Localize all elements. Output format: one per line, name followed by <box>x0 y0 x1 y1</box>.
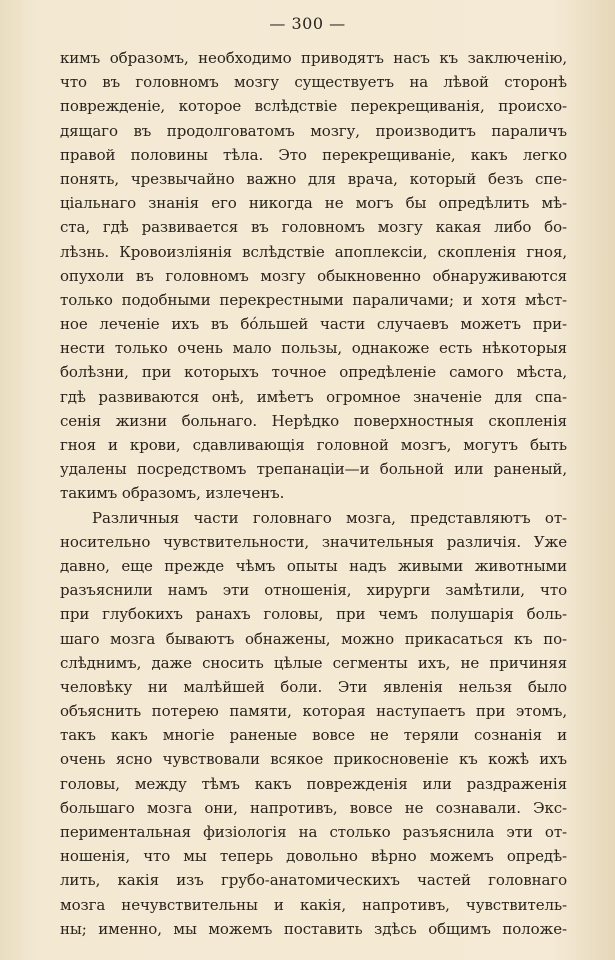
paragraph-end-line: такимъ образомъ, излеченъ. <box>60 484 285 503</box>
text-line: ны; именно, мы можемъ поставить здѣсь общимъ положе- <box>60 919 567 938</box>
text-line: давно, еще прежде чѣмъ опыты надъ живыми животными <box>60 556 567 575</box>
text-line: кимъ образомъ, необходимо приводятъ насъ къ заключенію, <box>60 49 567 67</box>
text-line: периментальная физіологія на столько разъяснила эти от- <box>60 823 567 841</box>
text-line: лить, какія изъ грубо-анатомическихъ частей головнаго <box>60 871 567 890</box>
body-text <box>60 46 567 941</box>
text-line: сенія жизни больнаго. Нерѣдко поверхностныя скопленія <box>60 411 567 430</box>
text-line: большаго мозга они, напротивъ, вовсе не сознавали. Экс- <box>60 798 567 817</box>
text-line: головы, между тѣмъ какъ поврежденія или раздраженія <box>60 774 567 793</box>
text-line: опухоли въ головномъ мозгу обыкновенно обнаруживаются <box>60 266 567 285</box>
text-line: разъяснили намъ эти отношенія, хирурги замѣтили, что <box>60 581 567 600</box>
text-line: носительно чувствительности, значительныя различія. Уже <box>60 532 567 551</box>
text-line: только подобными перекрестными параличами; и хотя мѣст- <box>60 290 567 309</box>
text-line: человѣку ни малѣйшей боли. Эти явленія нельзя было <box>60 677 567 696</box>
text-line: ношенія, что мы теперь довольно вѣрно можемъ опредѣ- <box>60 847 567 866</box>
text-line: гдѣ развиваются онѣ, имѣетъ огромное значеніе для спа- <box>60 387 567 406</box>
text-line: гноя и крови, сдавливающія головной мозгъ, могутъ быть <box>60 436 567 454</box>
text-line: при глубокихъ ранахъ головы, при чемъ полушарія боль- <box>60 605 567 624</box>
text-line: ціальнаго знанія его никогда не могъ бы опредѣлить мѣ- <box>60 194 567 213</box>
text-line: нести только очень мало пользы, однакоже есть нѣкоторыя <box>60 339 567 358</box>
text-line: объяснить потерею памяти, которая наступаетъ при этомъ, <box>60 702 567 721</box>
text-line: удалены посредствомъ трепанаціи—и больной или раненый, <box>60 460 567 479</box>
text-line: ное леченіе ихъ въ бóльшей части случаевъ можетъ при- <box>60 315 567 334</box>
text-line: ста, гдѣ развивается въ головномъ мозгу какая либо бо- <box>60 218 567 237</box>
text-line: болѣзни, при которыхъ точное опредѣленіе самого мѣста, <box>60 363 567 382</box>
text-line: поврежденіе, которое вслѣдствіе перекрещиванія, происхо- <box>60 97 567 116</box>
text-line: понять, чрезвычайно важно для врача, который безъ спе- <box>60 169 567 188</box>
text-line: что въ головномъ мозгу существуетъ на лѣвой сторонѣ <box>60 73 567 92</box>
text-line: правой половины тѣла. Это перекрещиваніе, какъ легко <box>60 145 567 164</box>
text-line: слѣднимъ, даже сносить цѣлые сегменты ихъ, не причиняя <box>60 653 567 672</box>
text-line: мозга нечувствительны и какія, напротивъ, чувствитель- <box>60 895 567 914</box>
page-number: — 300 — <box>269 14 346 33</box>
text-line: шаго мозга бываютъ обнажены, можно прикасаться къ по- <box>60 629 567 648</box>
text-line: такъ какъ многіе раненые вовсе не теряли сознанія и <box>60 726 567 745</box>
text-line: лѣзнь. Кровоизліянія вслѣдствіе апоплексіи, скопленія гноя, <box>60 242 567 261</box>
paragraph-start-line: Различныя части головнаго мозга, представляютъ от- <box>92 508 567 527</box>
text-line: дящаго въ продолговатомъ мозгу, производитъ параличъ <box>60 121 567 140</box>
text-line: очень ясно чувствовали всякое прикосновеніе къ кожѣ ихъ <box>60 750 567 769</box>
